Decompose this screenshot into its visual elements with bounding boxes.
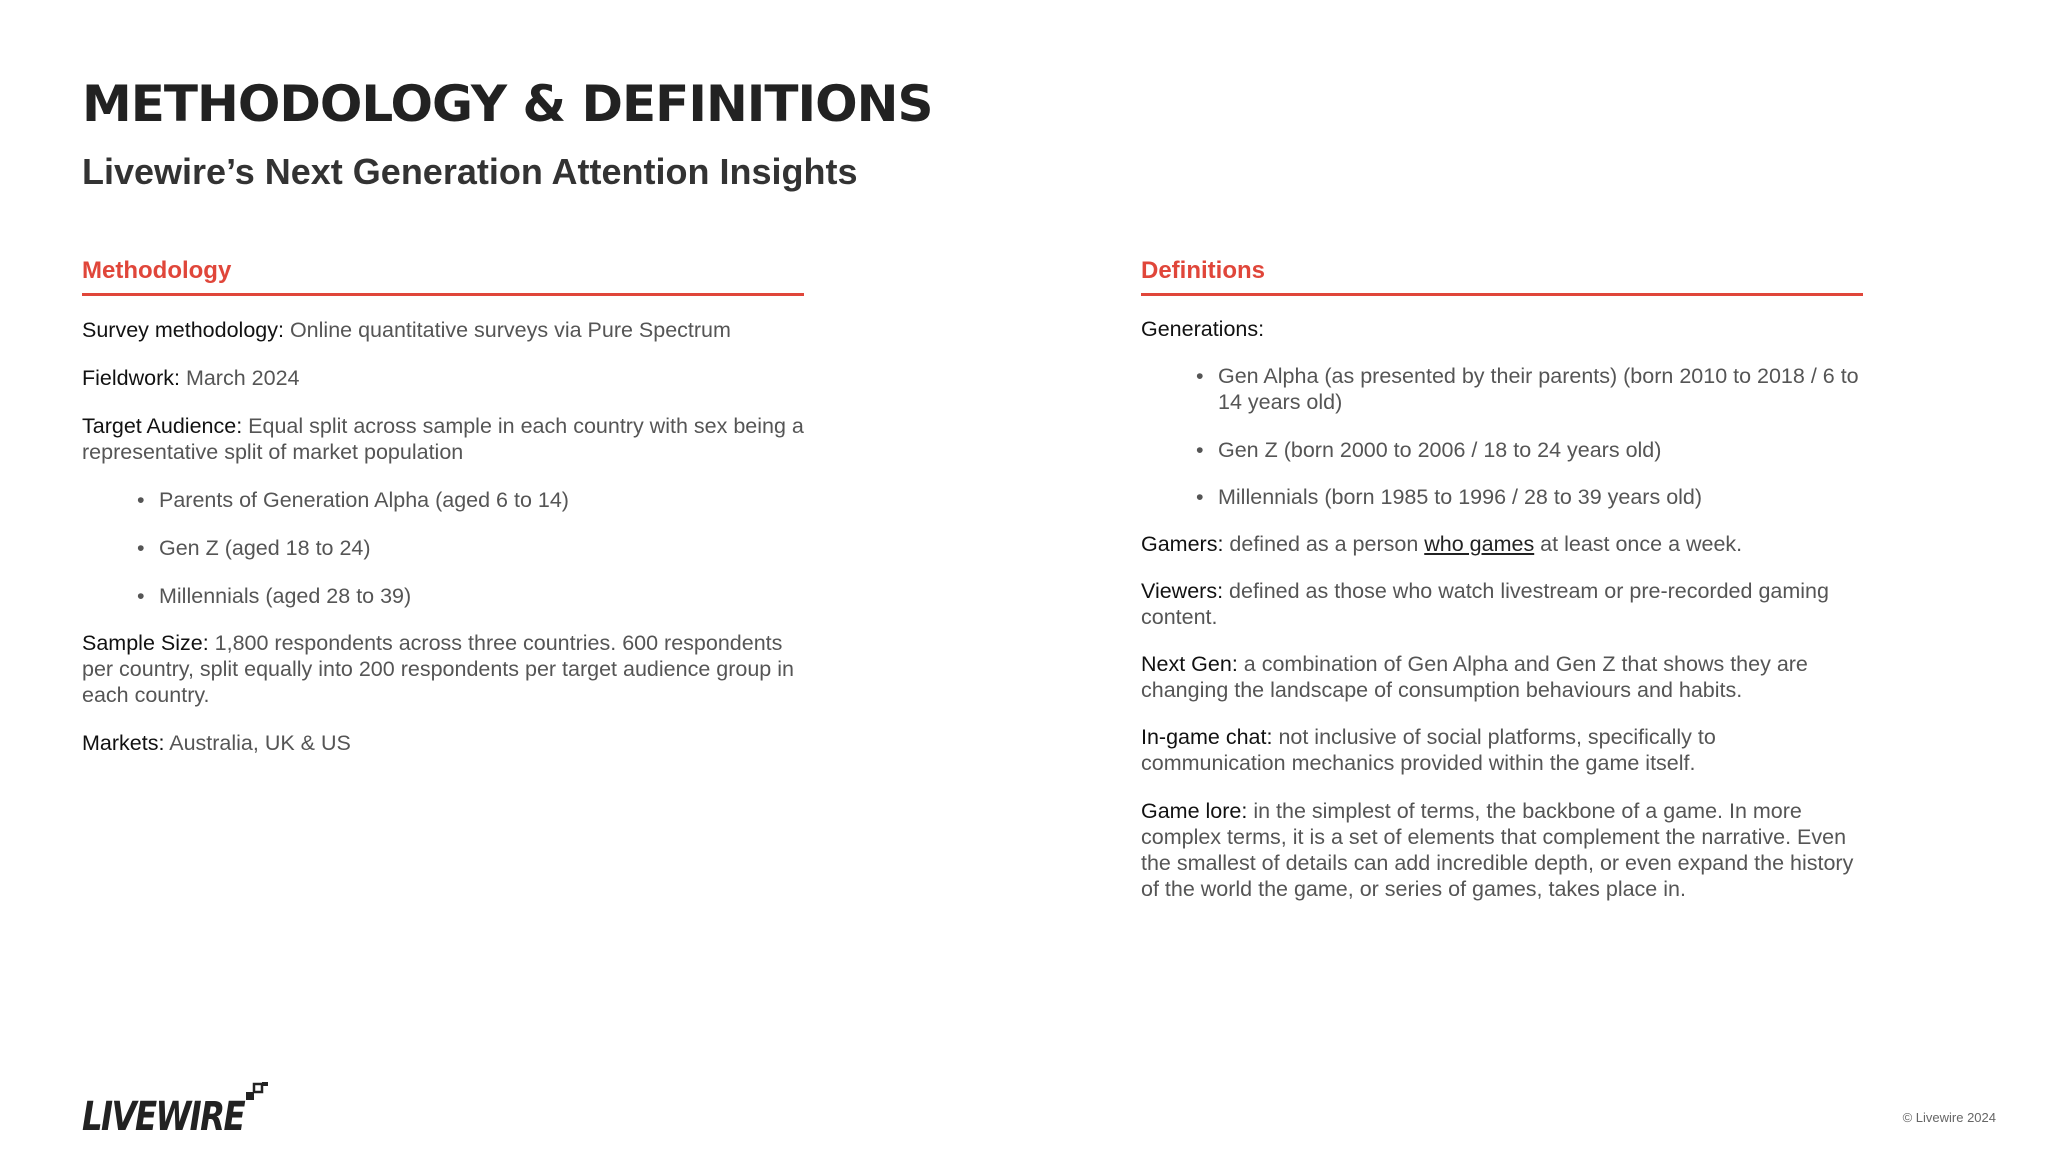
in-game-chat-item [1141,724,1863,776]
next-gen-item [1141,651,1863,703]
logo-wordmark: LIVEWIRE [82,1094,246,1138]
sample-size-value: 1,800 respondents across three countries. 600 respondents per country, split equally into 200 respondents per target audience group in each country. [82,631,794,707]
methodology-divider [82,293,804,296]
list-item [1196,484,1863,510]
livewire-logo [82,1082,272,1138]
list-item [1196,363,1863,415]
generations-item [1141,316,1863,342]
next-gen-text: a combination of Gen Alpha and Gen Z that shows they are changing the landscape of consumption behaviours and habits. [1141,652,1808,702]
fieldwork-label: Fieldwork: [82,366,180,390]
list-item [137,535,804,561]
page-subtitle: Livewire’s Next Generation Attention Insights [82,151,858,192]
gamers-label: Gamers: [1141,532,1224,556]
logo-pixel-square [262,1082,268,1086]
gamers-item [1141,531,1863,557]
list-item-text: Gen Z (aged 18 to 24) [159,536,371,560]
sample-size-label: Sample Size: [82,631,209,655]
viewers-text: defined as those who watch livestream or pre-recorded gaming content. [1141,579,1829,629]
definitions-divider [1141,293,1863,296]
list-item-text: Parents of Generation Alpha (aged 6 to 14) [159,488,569,512]
bullet-icon: • [137,536,145,560]
list-item-text: Gen Z (born 2000 to 2006 / 18 to 24 years old) [1218,438,1662,462]
list-item [137,487,804,513]
viewers-label: Viewers: [1141,579,1224,603]
bullet-icon: • [137,584,145,608]
logo-pixel-square [254,1084,262,1092]
methodology-heading: Methodology [82,257,232,284]
in-game-chat-label: In-game chat: [1141,725,1273,749]
gamers-text-end: at least once a week. [1534,532,1743,556]
survey-methodology-item [82,317,804,343]
list-item [1196,437,1863,463]
survey-methodology-value: Online quantitative surveys via Pure Spectrum [283,318,731,342]
generations-label: Generations: [1141,317,1265,341]
who-games-link[interactable]: who games [1424,532,1535,556]
definitions-section [1141,255,1863,901]
game-lore-item [1141,798,1863,902]
bullet-icon: • [137,488,145,512]
list-item-text: Gen Alpha (as presented by their parents) (born 2010 to 2018 / 6 to 14 years old) [1218,364,1859,414]
list-item-text: Millennials (born 1985 to 1996 / 28 to 39 years old) [1218,485,1703,509]
next-gen-label: Next Gen: [1141,652,1238,676]
markets-label: Markets: [82,731,165,755]
viewers-item [1141,578,1863,630]
list-item-text: Millennials (aged 28 to 39) [159,584,412,608]
target-audience-item [82,413,804,465]
copyright-notice: © Livewire 2024 [1902,1110,1996,1125]
fieldwork-item [82,365,804,391]
game-lore-text: in the simplest of terms, the backbone of a game. In more complex terms, it is a set of elements that complement the narrative. Even the smallest of details can add incredible depth, or even expand the history of the world the game, or series of games, takes place in. [1141,799,1854,901]
definitions-heading: Definitions [1141,257,1265,284]
bullet-icon: • [1196,364,1204,388]
fieldwork-value: March 2024 [179,366,300,390]
target-audience-label: Target Audience: [82,414,243,438]
methodology-section [82,255,804,755]
markets-value: Australia, UK & US [164,731,351,755]
gamers-text: defined as a person [1223,532,1425,556]
bullet-icon: • [1196,438,1204,462]
game-lore-label: Game lore: [1141,799,1248,823]
bullet-icon: • [1196,485,1204,509]
survey-methodology-label: Survey methodology: [82,318,284,342]
target-audience-value: Equal split across sample in each country with sex being a representative split of market population [82,414,804,464]
logo-pixel-square [246,1092,254,1100]
page-title: METHODOLOGY & DEFINITIONS [82,75,933,133]
sample-size-item [82,630,804,708]
in-game-chat-text: not inclusive of social platforms, specifically to communication mechanics provided within the game itself. [1141,725,1716,775]
list-item [137,583,804,609]
markets-item [82,730,804,756]
